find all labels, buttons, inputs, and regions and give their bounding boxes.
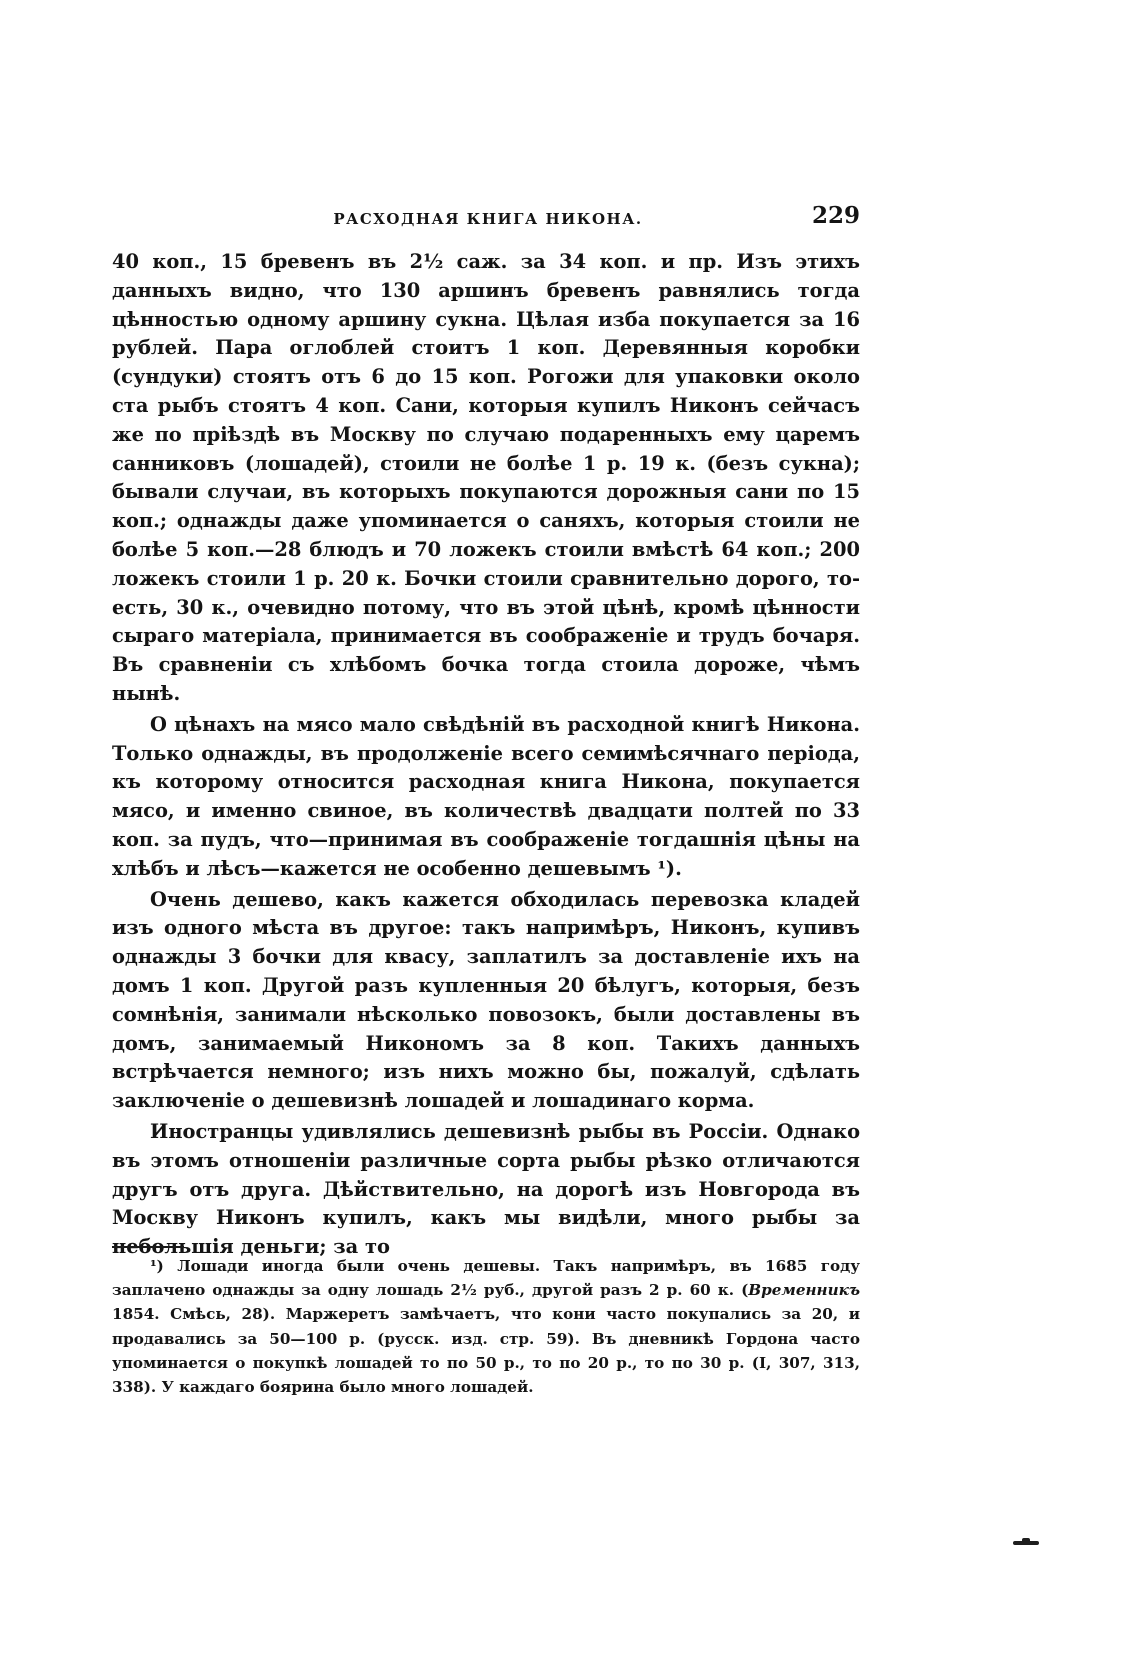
page-number: 229 <box>811 202 860 229</box>
main-text <box>112 248 860 1262</box>
running-head: РАСХОДНАЯ КНИГА НИКОНА. <box>333 210 643 228</box>
footnote-text-part2: 1854. Смѣсь, 28). Маржеретъ замѣчаетъ, что кони часто покупались за 20, и продавались за 50—100 р. (русск. изд. стр. 59). Въ дневникѣ Гордона часто упоминается о покупкѣ лошадей то по 50 р., то по 20 р., то по 30 р. (I, 307, 313, 338). У каждаго боярина было много лошадей. <box>112 1305 860 1397</box>
footnote <box>112 1254 860 1399</box>
paragraph-continued: 40 коп., 15 бревенъ въ 2½ саж. за 34 коп. и пр. Изъ этихъ данныхъ видно, что 130 аршинъ бревенъ равнялись тогда цѣнностью одному аршину сукна. Цѣлая изба покупается за 16 рублей. Пара оглоблей стоитъ 1 коп. Деревянныя коробки (сундуки) стоятъ отъ 6 до 15 коп. Рогожи для упаковки около ста рыбъ стоятъ 4 коп. Сани, которыя купилъ Никонъ сейчасъ же по пріѣздѣ въ Москву по случаю подаренныхъ ему царемъ санниковъ (лошадей), стоили не болѣе 1 р. 19 к. (безъ сукна); бывали случаи, въ которыхъ покупаются дорожныя сани по 15 коп.; однажды даже упоминается о саняхъ, которыя стоили не болѣе 5 коп.—28 блюдъ и 70 ложекъ стоили вмѣстѣ 64 коп.; 200 ложекъ стоили 1 р. 20 к. Бочки стоили сравнительно дорого, то-есть, 30 к., очевидно потому, что въ этой цѣнѣ, кромѣ цѣнности сырагo матеріала, принимается въ соображеніе и трудъ бочаря. Въ сравненіи съ хлѣбомъ бочка тогда стоила дороже, чѣмъ нынѣ. <box>112 250 860 705</box>
page-header <box>116 202 860 236</box>
footnote-italic-title: Временникъ <box>748 1281 860 1300</box>
paragraph-transport: Очень дешево, какъ кажется обходилась перевозка кладей изъ одного мѣста въ другое: такъ напримѣръ, Никонъ, купивъ однажды 3 бочки для квасу, заплатилъ за доставленіе ихъ на домъ 1 коп. Другой разъ купленныя 20 бѣлугъ, которыя, безъ сомнѣнія, занимали нѣсколько повозокъ, были доставлены въ домъ, занимаемый Никономъ за 8 коп. Такихъ данныхъ встрѣчается немного; изъ нихъ можно бы, пожалуй, сдѣлать заключеніе о дешевизнѣ лошадей и лошадинаго корма. <box>112 887 860 1113</box>
footnote-text-part1: Лошади иногда были очень дешевы. Такъ напримѣръ, въ 1685 году заплачено однажды за одну лошадь 2½ руб., другой разъ 2 р. 60 к. ( <box>112 1257 860 1300</box>
scan-mark <box>1013 1541 1039 1545</box>
footnote-rule <box>112 1246 184 1248</box>
footnote-marker: ¹) <box>150 1257 164 1275</box>
paragraph-meat-prices: О цѣнахъ на мясо мало свѣдѣній въ расходной книгѣ Никона. Только однажды, въ продолженіе всего семимѣсячнаго періода, къ которому относится расходная книга Никона, покупается мясо, и именно свиное, въ количествѣ двадцати полтей по 33 коп. за пудъ, что—принимая въ соображеніе тогдашнія цѣны на хлѣбъ и лѣсъ—кажется не особенно дешевымъ ¹). <box>112 712 860 880</box>
paragraph-fish-prices: Иностранцы удивлялись дешевизнѣ рыбы въ Россіи. Однако въ этомъ отношеніи различные сорта рыбы рѣзко отличаются другъ отъ друга. Дѣйствительно, на дорогѣ изъ Новгорода въ Москву Никонъ купилъ, какъ мы видѣли, много рыбы за небольшія деньги; за то <box>112 1119 860 1259</box>
